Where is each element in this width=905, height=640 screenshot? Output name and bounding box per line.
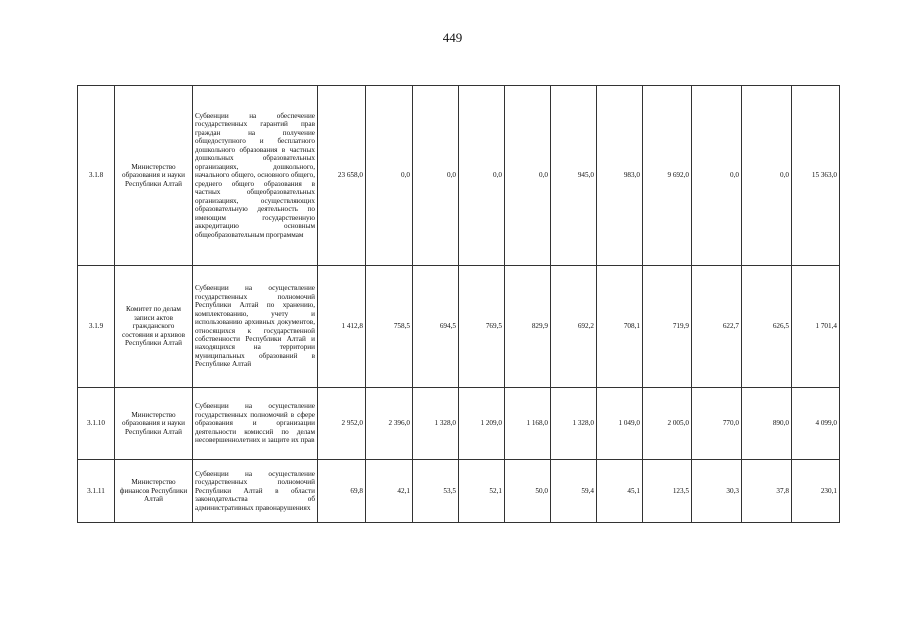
table-row bbox=[78, 86, 840, 266]
row-value: 890,0 bbox=[742, 388, 792, 460]
row-value: 69,8 bbox=[318, 460, 366, 523]
row-value: 1 209,0 bbox=[459, 388, 505, 460]
table-row bbox=[78, 460, 840, 523]
row-value: 45,1 bbox=[597, 460, 643, 523]
row-description: Субвенции на осуществление государственных полномочий Республики Алтай по хранению, комплектованию, учету и использованию архивных документов, относящихся к государственной собственности Республики Алтай и находящихся на территории муниципальных образований в Республике Алтай bbox=[193, 266, 318, 388]
row-description: Субвенции на осуществление государственных полномочий Республики Алтай в области законодательства об административных правонарушениях bbox=[193, 460, 318, 523]
row-value: 1 049,0 bbox=[597, 388, 643, 460]
row-value: 708,1 bbox=[597, 266, 643, 388]
row-value: 694,5 bbox=[413, 266, 459, 388]
row-value: 692,2 bbox=[551, 266, 597, 388]
row-value: 123,5 bbox=[643, 460, 692, 523]
row-value: 0,0 bbox=[692, 86, 742, 266]
row-description: Субвенции на осуществление государственных полномочий в сфере образования и организации деятельности комиссий по делам несовершеннолетних и защите их прав bbox=[193, 388, 318, 460]
page-number: 449 bbox=[442, 30, 463, 45]
row-value: 23 658,0 bbox=[318, 86, 366, 266]
table-row bbox=[78, 388, 840, 460]
row-value: 30,3 bbox=[692, 460, 742, 523]
row-value: 0,0 bbox=[366, 86, 413, 266]
row-value: 1 168,0 bbox=[505, 388, 551, 460]
row-description: Субвенции на обеспечение государственных гарантий прав граждан на получение общедоступного и бесплатного дошкольного образования в частных дошкольных образовательных организациях, дошкольного, начального общего, основного общего, среднего общего образования в частных общеобразовательных организациях, осуществляющих образовательную деятельность по имеющим государственную аккредитацию основным общеобразовательным программам bbox=[193, 86, 318, 266]
row-code: 3.1.10 bbox=[78, 388, 115, 460]
row-code: 3.1.11 bbox=[78, 460, 115, 523]
row-value: 622,7 bbox=[692, 266, 742, 388]
row-value: 2 005,0 bbox=[643, 388, 692, 460]
row-value: 829,9 bbox=[505, 266, 551, 388]
row-code: 3.1.9 bbox=[78, 266, 115, 388]
row-value: 15 363,0 bbox=[792, 86, 840, 266]
row-value: 1 328,0 bbox=[413, 388, 459, 460]
row-value: 769,5 bbox=[459, 266, 505, 388]
row-value: 9 692,0 bbox=[643, 86, 692, 266]
row-value: 626,5 bbox=[742, 266, 792, 388]
row-value: 59,4 bbox=[551, 460, 597, 523]
row-value: 4 099,0 bbox=[792, 388, 840, 460]
row-value: 0,0 bbox=[505, 86, 551, 266]
row-value: 50,0 bbox=[505, 460, 551, 523]
row-value: 37,8 bbox=[742, 460, 792, 523]
row-value: 0,0 bbox=[459, 86, 505, 266]
row-value: 0,0 bbox=[742, 86, 792, 266]
row-code: 3.1.8 bbox=[78, 86, 115, 266]
row-ministry: Министерство финансов Республики Алтай bbox=[115, 460, 193, 523]
row-ministry: Министерство образования и науки Республики Алтай bbox=[115, 86, 193, 266]
row-value: 719,9 bbox=[643, 266, 692, 388]
row-value: 758,5 bbox=[366, 266, 413, 388]
row-value: 770,0 bbox=[692, 388, 742, 460]
row-value: 983,0 bbox=[597, 86, 643, 266]
row-value: 1 701,4 bbox=[792, 266, 840, 388]
row-value: 230,1 bbox=[792, 460, 840, 523]
row-value: 1 328,0 bbox=[551, 388, 597, 460]
subvention-table bbox=[77, 85, 840, 523]
row-value: 1 412,8 bbox=[318, 266, 366, 388]
row-value: 2 952,0 bbox=[318, 388, 366, 460]
row-ministry: Комитет по делам записи актов гражданского состояния и архивов Республики Алтай bbox=[115, 266, 193, 388]
table-row bbox=[78, 266, 840, 388]
row-ministry: Министерство образования и науки Республики Алтай bbox=[115, 388, 193, 460]
row-value: 42,1 bbox=[366, 460, 413, 523]
row-value: 945,0 bbox=[551, 86, 597, 266]
row-value: 0,0 bbox=[413, 86, 459, 266]
row-value: 53,5 bbox=[413, 460, 459, 523]
row-value: 52,1 bbox=[459, 460, 505, 523]
row-value: 2 396,0 bbox=[366, 388, 413, 460]
